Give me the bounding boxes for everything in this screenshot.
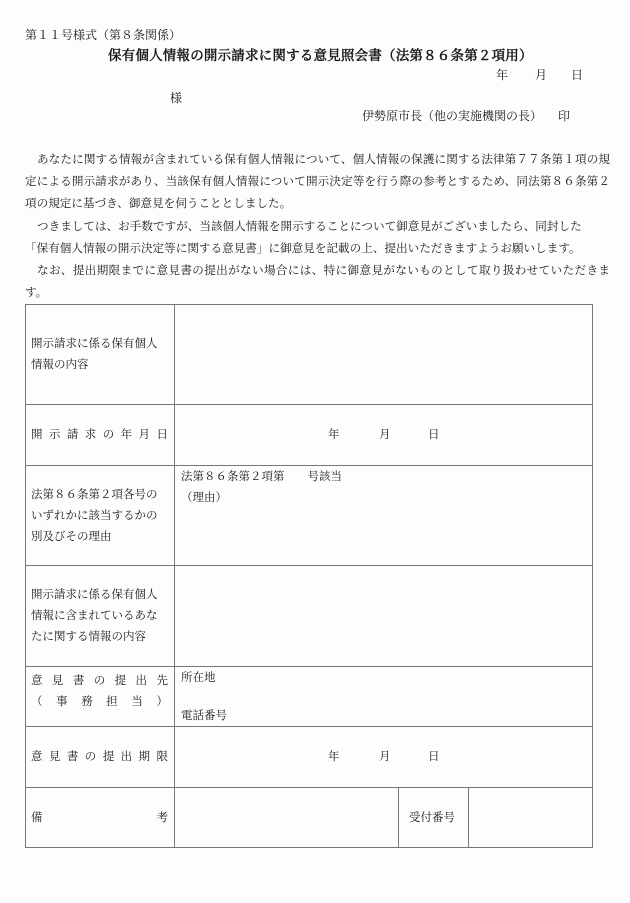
your-info-field[interactable] xyxy=(175,566,592,665)
document-title: 保有個人情報の開示請求に関する意見照会書（法第８６条第２項用） xyxy=(108,48,533,64)
row-label-request-date: 開 示 請 求 の 年 月 日 xyxy=(31,427,168,441)
label-line: たに関する情報の内容 xyxy=(31,629,146,643)
sender-name: 伊勢原市長（他の実施機関の長） xyxy=(362,109,543,123)
body-text xyxy=(25,148,610,303)
label-line: 法第８６条第２項各号の xyxy=(31,487,158,501)
body-paragraph-3: なお、提出期限までに意見書の提出がない場合には、特に御意見がないものとして取り扱わせていただきます。 xyxy=(25,263,610,300)
remarks-field[interactable] xyxy=(175,788,398,847)
requested-info-field[interactable] xyxy=(175,305,592,404)
body-paragraph-1: あなたに関する情報が含まれている保有個人情報について、個人情報の保護に関する法律第７７条第１項の規定による開示請求があり、当該保有個人情報について開示決定等を行う際の参考とするため、同法第８６条第２項の規定に基づき、御意見を伺うこととしました。 xyxy=(25,152,610,211)
request-date-month[interactable]: 月 xyxy=(379,427,391,441)
remarks-divider xyxy=(398,787,399,847)
addressee-suffix: 様 xyxy=(170,91,183,105)
deadline-month[interactable]: 月 xyxy=(379,749,391,763)
clause-applicability-field[interactable] xyxy=(181,466,342,508)
receipt-number-field[interactable] xyxy=(469,788,592,847)
row-divider xyxy=(25,726,593,727)
table-border-bottom xyxy=(25,847,593,848)
deadline-year[interactable]: 年 xyxy=(328,749,340,763)
body-paragraph-2-cont: 「保有個人情報の開示決定等に関する意見書」に御意見を記載の上、提出いただきますようお願いします。 xyxy=(25,240,581,255)
row-divider xyxy=(25,404,593,405)
date-day-label: 日 xyxy=(571,68,584,82)
row-label-submission-destination: 意 見 書 の 提 出 先 （ 事 務 担 当 ） xyxy=(31,673,168,708)
row-label-requested-info xyxy=(31,333,158,375)
address-label: 所在地 xyxy=(181,670,216,684)
row-label-your-info xyxy=(31,584,158,647)
table-border-right xyxy=(592,304,593,848)
label-line: 情報の内容 xyxy=(31,357,89,371)
label-line: 情報に含まれているあな xyxy=(31,608,158,622)
body-paragraph-2: つきましては、お手数ですが、当該個人情報を開示することについて御意見がございましたら、同封した xyxy=(37,218,582,233)
label-line: いずれかに該当するかの xyxy=(31,508,158,522)
label-line: 開示請求に係る保有個人 xyxy=(31,587,158,601)
reason-label: （理由） xyxy=(181,490,227,504)
opinion-form-table xyxy=(25,304,593,847)
label-line: 開示請求に係る保有個人 xyxy=(31,336,158,350)
row-label-submission-deadline: 意 見 書 の 提 出 期 限 xyxy=(31,749,168,763)
receipt-number-label: 受付番号 xyxy=(409,810,455,824)
request-date-year[interactable]: 年 xyxy=(328,427,340,441)
seal-mark: 印 xyxy=(558,109,571,123)
date-month-label: 月 xyxy=(535,68,548,82)
label-line: 別及びその理由 xyxy=(31,529,112,543)
row-label-clause-applicability xyxy=(31,484,158,547)
request-date-day[interactable]: 日 xyxy=(428,427,440,441)
row-label-remarks: 備 考 xyxy=(31,810,168,824)
table-border-left xyxy=(25,304,26,848)
deadline-day[interactable]: 日 xyxy=(428,749,440,763)
phone-label: 電話番号 xyxy=(181,708,227,722)
clause-number-line: 法第８６条第２項第 号該当 xyxy=(181,469,342,483)
date-year-label: 年 xyxy=(496,68,509,82)
row-divider xyxy=(25,666,593,667)
form-number: 第１１号様式（第８条関係） xyxy=(25,28,182,42)
